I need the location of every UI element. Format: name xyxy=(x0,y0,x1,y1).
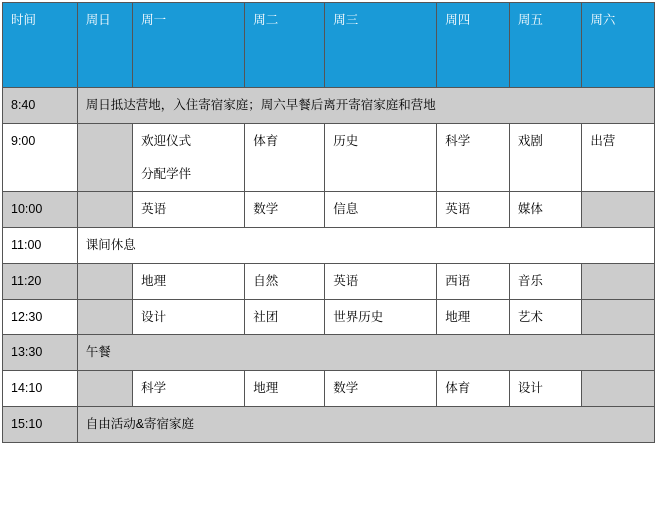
cell-monday: 科学 xyxy=(133,371,245,407)
cell-wednesday: 数学 xyxy=(325,371,437,407)
table-row xyxy=(3,371,655,407)
cell-friday: 戏剧 xyxy=(509,123,582,192)
row-merged-note: 自由活动&寄宿家庭 xyxy=(77,406,654,442)
row-merged-note: 午餐 xyxy=(77,335,654,371)
table-row xyxy=(3,299,655,335)
header-friday: 周五 xyxy=(509,3,582,88)
row-merged-note: 课间休息 xyxy=(77,228,654,264)
cell-thursday: 英语 xyxy=(437,192,510,228)
cell-monday xyxy=(133,123,245,192)
header-monday: 周一 xyxy=(133,3,245,88)
cell-friday: 设计 xyxy=(509,371,582,407)
row-time: 8:40 xyxy=(3,88,78,124)
header-wednesday: 周三 xyxy=(325,3,437,88)
row-time: 15:10 xyxy=(3,406,78,442)
cell-saturday: 出营 xyxy=(582,123,655,192)
row-time: 9:00 xyxy=(3,123,78,192)
header-saturday: 周六 xyxy=(582,3,655,88)
header-time: 时间 xyxy=(3,3,78,88)
cell-sunday xyxy=(77,263,132,299)
cell-friday: 艺术 xyxy=(509,299,582,335)
row-time: 10:00 xyxy=(3,192,78,228)
row-merged-note: 周日抵达营地，入住寄宿家庭；周六早餐后离开寄宿家庭和营地 xyxy=(77,88,654,124)
table-row xyxy=(3,263,655,299)
cell-monday: 设计 xyxy=(133,299,245,335)
table-row xyxy=(3,228,655,264)
cell-sunday xyxy=(77,299,132,335)
cell-thursday: 科学 xyxy=(437,123,510,192)
cell-friday: 音乐 xyxy=(509,263,582,299)
header-thursday: 周四 xyxy=(437,3,510,88)
table-row xyxy=(3,88,655,124)
table-row xyxy=(3,192,655,228)
cell-thursday: 体育 xyxy=(437,371,510,407)
row-time: 11:00 xyxy=(3,228,78,264)
table-header xyxy=(3,3,655,88)
row-time: 11:20 xyxy=(3,263,78,299)
cell-saturday xyxy=(582,263,655,299)
cell-sunday xyxy=(77,192,132,228)
cell-sunday xyxy=(77,371,132,407)
cell-tuesday: 地理 xyxy=(245,371,325,407)
weekly-schedule-table xyxy=(2,2,655,443)
cell-tuesday: 体育 xyxy=(245,123,325,192)
cell-wednesday: 英语 xyxy=(325,263,437,299)
cell-tuesday: 数学 xyxy=(245,192,325,228)
cell-wednesday: 世界历史 xyxy=(325,299,437,335)
cell-saturday xyxy=(582,299,655,335)
table-row xyxy=(3,123,655,192)
cell-saturday xyxy=(582,371,655,407)
row-time: 12:30 xyxy=(3,299,78,335)
cell-wednesday: 信息 xyxy=(325,192,437,228)
cell-thursday: 地理 xyxy=(437,299,510,335)
cell-wednesday: 历史 xyxy=(325,123,437,192)
cell-thursday: 西语 xyxy=(437,263,510,299)
cell-monday-line1: 欢迎仪式 xyxy=(141,133,192,148)
cell-saturday xyxy=(582,192,655,228)
header-tuesday: 周二 xyxy=(245,3,325,88)
header-sunday: 周日 xyxy=(77,3,132,88)
row-time: 13:30 xyxy=(3,335,78,371)
cell-monday-line2: 分配学伴 xyxy=(141,166,192,181)
cell-sunday xyxy=(77,123,132,192)
table-row xyxy=(3,335,655,371)
cell-friday: 媒体 xyxy=(509,192,582,228)
schedule-container xyxy=(0,2,657,528)
table-body xyxy=(3,88,655,443)
cell-monday: 地理 xyxy=(133,263,245,299)
cell-monday: 英语 xyxy=(133,192,245,228)
table-row xyxy=(3,406,655,442)
header-row xyxy=(3,3,655,88)
cell-tuesday: 自然 xyxy=(245,263,325,299)
cell-tuesday: 社团 xyxy=(245,299,325,335)
row-time: 14:10 xyxy=(3,371,78,407)
